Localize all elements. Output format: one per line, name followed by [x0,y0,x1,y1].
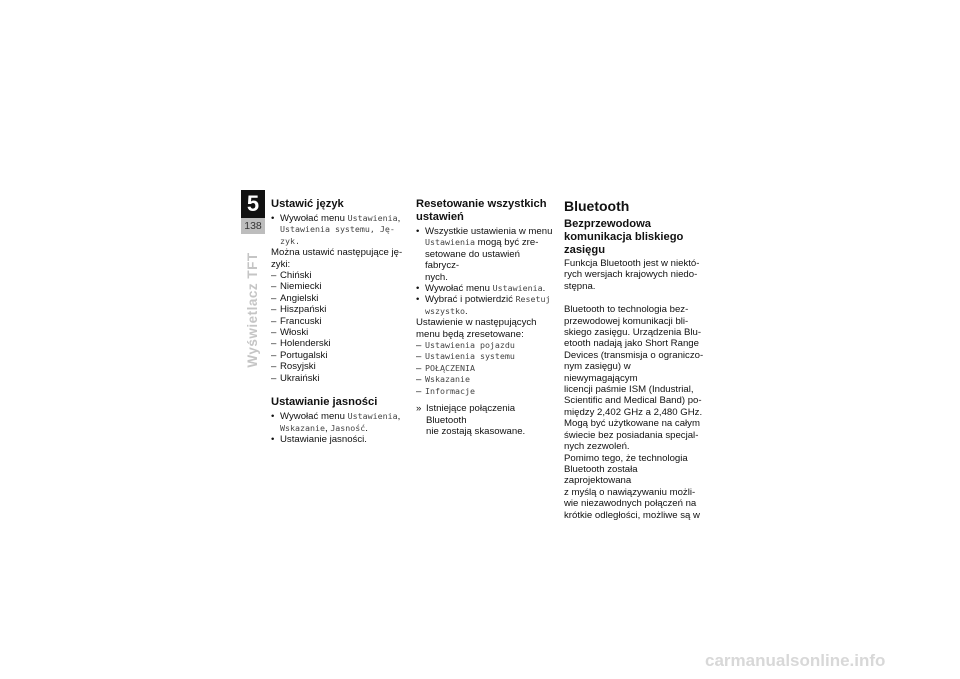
separator: , [397,411,401,423]
heading-line: Bezprzewodowa [564,218,652,230]
step-text: Wywołać menu [280,411,345,423]
language-heading: Ustawić język [271,198,344,210]
menu-path: zyk. [280,235,300,246]
brightness-heading: Ustawianie jasności [271,396,378,409]
step-text: Wybrać i potwierdzić [425,294,513,306]
separator: . [542,283,546,295]
intro-line: zyki: [271,258,291,270]
menu-path: Ustawienia [347,411,398,422]
menu-path: Resetuj [515,294,551,305]
column-language-brightness [271,198,406,445]
menu-path: Wskazanie [425,374,470,385]
spacer [271,384,406,396]
language-item: – Niemiecki [271,281,406,292]
bluetooth-paragraph-3 [564,453,704,521]
reset-note [416,403,556,437]
note-line: Istniejące połączenia Bluetooth [426,403,516,426]
step-text: Wywołać menu [280,213,345,224]
text-line: skiego zasięgu. Urządzenia Blu- [564,327,702,339]
menu-path: Ustawienia [347,213,398,223]
reset-menu-item [416,374,556,385]
text-line: między 2,402 GHz a 2,480 GHz. [564,406,703,418]
text-line: świecie bez posiadania specjal- [564,429,699,441]
text-line: etooth nadają jako Short Range [564,338,699,350]
bluetooth-paragraph-1 [564,258,704,292]
reset-menu-item [416,386,556,397]
menu-path: Ustawienia pojazdu [425,340,515,351]
text-line: stępna. [564,280,596,292]
bluetooth-paragraph-2 [564,304,704,452]
language-item: – Włoski [271,327,406,338]
heading-line: Resetowanie wszystkich [416,198,547,210]
text-line: krótkie odległości, możliwe są w [564,509,700,521]
text-line: Bluetooth została zaprojektowana [564,463,638,487]
language-item: – Chiński [271,270,406,281]
reset-step [416,294,556,317]
text-line: z myślą o nawiązywaniu możli- [564,486,696,498]
reset-menu-item [416,340,556,351]
text-line: nym zasięgu) w niewymagającym [564,361,638,384]
menu-path: Jasność [330,422,366,433]
menu-path: Ustawienia systemu, Ję- [280,224,395,235]
separator: , [397,213,401,224]
menu-path: Informacje [425,385,475,396]
step-text: mogą być zre- [477,237,539,249]
bluetooth-heading: Bluetooth [564,198,630,214]
text-line: Mogą być użytkowane na całym [564,418,700,430]
language-list [271,270,406,384]
reset-menu-list [416,340,556,397]
menu-path: Ustawienia systemu [425,351,515,362]
language-item: – Portugalski [271,350,406,361]
intro-line: Można ustawić następujące ję- [271,247,403,259]
watermark: carmanualsonline.info [705,651,886,670]
language-item: – Hiszpański [271,304,406,315]
brightness-step: • Ustawianie jasności. [271,434,406,445]
language-item: – Rosyjski [271,361,406,372]
menu-path: POŁĄCZENIA [425,362,475,373]
heading-line: ustawień [416,211,464,223]
reset-steps [416,226,556,317]
page-number: 138 [241,218,265,234]
text-line: Bluetooth to technologia bez- [564,304,689,316]
note-line: nie zostają skasowane. [426,425,526,437]
text-line: wie niezawodnych połączeń na [564,498,697,510]
text-line: rych wersjach krajowych niedo- [564,269,698,281]
heading-line: komunikacja bliskiego [564,231,684,243]
step-text: nych. [425,271,448,283]
text-line: Pomimo tego, że technologia [564,452,688,464]
separator: , [324,422,328,434]
language-item: – Ukraiński [271,373,406,384]
reset-menu-item [416,363,556,374]
brightness-step [271,411,406,434]
separator: . [464,305,468,317]
menu-path: wszystko [425,305,465,316]
spacer [564,292,704,304]
reset-menu-item [416,351,556,362]
reset-step [416,283,556,294]
language-step [271,213,406,247]
text-line: nych zezwoleń. [564,441,630,453]
text-line: licencji paśmie ISM (Industrial, [564,384,694,396]
chapter-number: 5 [241,190,265,218]
text-line: przewodowej komunikacji bli- [564,315,689,327]
text-line: Devices (transmisja o ograniczo- [564,349,704,361]
step-text: Wszystkie ustawienia w menu [425,226,553,237]
language-item: – Francuski [271,316,406,327]
language-steps [271,213,406,247]
heading-line: zasięgu [564,244,606,256]
text-line: Funkcja Bluetooth jest w niektó- [564,258,700,269]
text-line: Scientific and Medical Band) po- [564,395,702,407]
column-reset [416,198,556,437]
step-text: Wywołać menu [425,283,490,295]
intro-line: menu będą zresetowane: [416,328,524,340]
separator: . [365,422,368,434]
column-bluetooth [564,198,704,521]
reset-step [416,226,556,283]
step-text: setowane do ustawień fabrycz- [425,248,520,272]
reset-heading [416,198,556,224]
menu-path: Wskazanie [280,422,325,433]
brightness-steps [271,411,406,445]
language-item: – Angielski [271,293,406,304]
reset-intro [416,317,556,340]
language-intro [271,247,406,270]
menu-path: Ustawienia [492,283,543,294]
bluetooth-subheading [564,218,704,257]
language-item: – Holenderski [271,338,406,349]
intro-line: Ustawienie w następujących [416,317,537,329]
chapter-title: Wyświetlacz TFT [245,252,260,368]
menu-path: Ustawienia [425,237,475,248]
